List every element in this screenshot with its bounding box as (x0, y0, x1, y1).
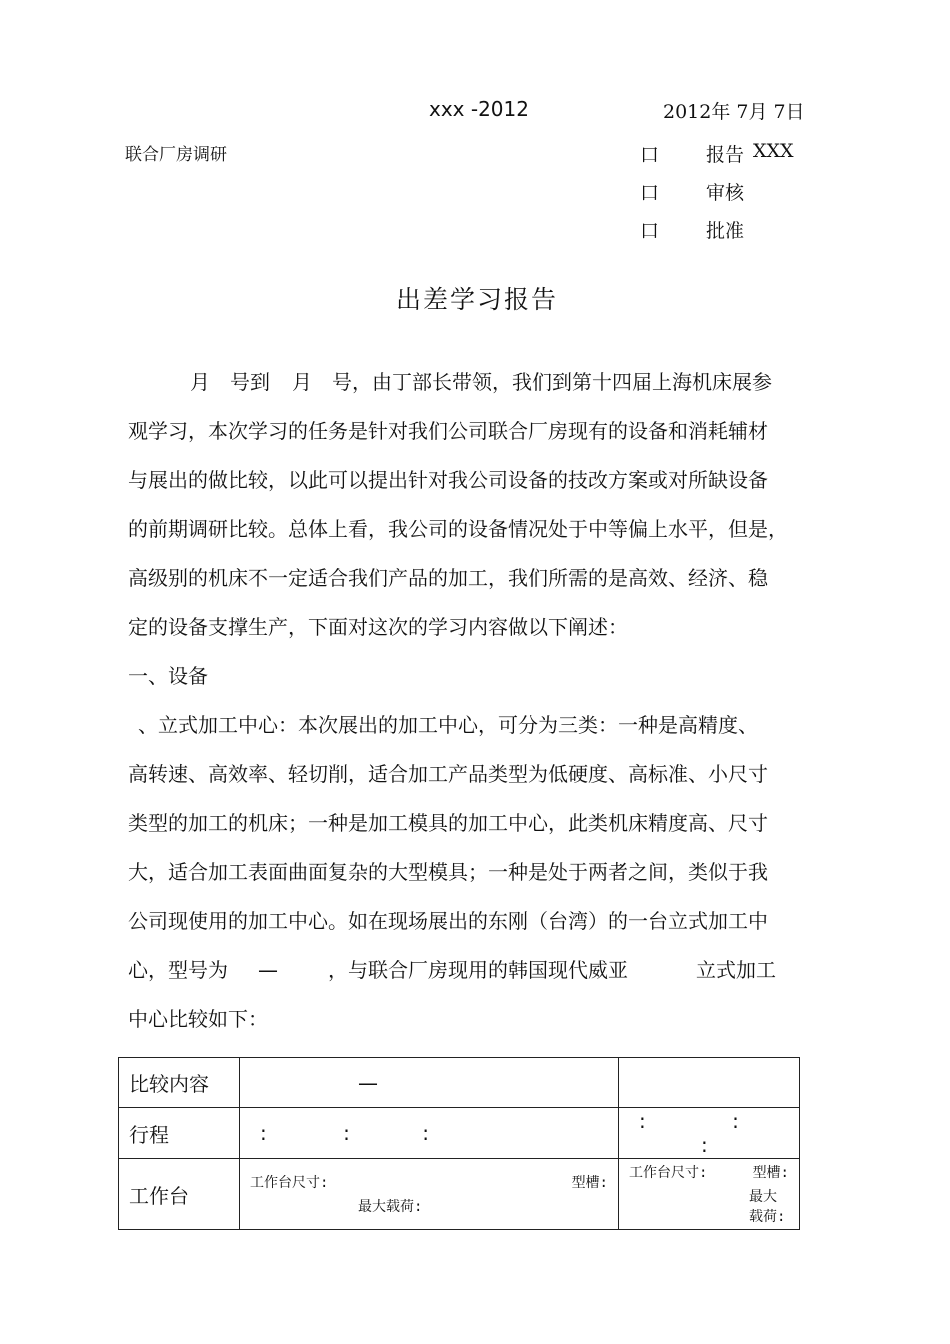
stroke-colon: : (422, 1121, 429, 1145)
body-text: 、立式加工中心：本次展出的加工中心，可分为三类：一种是高精度、 (138, 713, 758, 737)
paragraph-line: 观学习，本次学习的任务是针对我们公司联合厂房现有的设备和消耗辅材 (128, 419, 768, 443)
table-cell (619, 1108, 800, 1159)
checkbox-marker: 口 (640, 220, 660, 242)
table-size-label: 工作台尺寸: (629, 1165, 708, 1181)
header-left-label: 联合厂房调研 (125, 145, 227, 165)
paragraph-line: 公司现使用的加工中心。如在现场展出的东刚（台湾）的一台立式加工中 (128, 909, 768, 933)
checkbox-marker: 口 (640, 182, 660, 204)
month-label: 月 (292, 370, 312, 394)
table-cell-label: 行程 (119, 1108, 240, 1159)
table-cell (240, 1108, 619, 1159)
checkbox-marker: 口 (640, 144, 660, 166)
table-load-label: 最大载荷: (358, 1199, 423, 1215)
paragraph-line: 大，适合加工表面曲面复杂的大型模具；一种是处于两者之间，类似于我 (128, 860, 768, 884)
model-label: 心，型号为 (128, 958, 228, 982)
table-cell: — (240, 1058, 619, 1108)
month-label: 月 (190, 370, 210, 394)
comparison-text: ，与联合厂房现用的韩国现代威亚 (328, 958, 628, 982)
stroke-colon: : (732, 1109, 739, 1133)
intro-text: 号，由丁部长带领，我们到第十四届上海机床展参 (332, 370, 772, 394)
table-cell-label: 比较内容 (119, 1058, 240, 1108)
section-heading: 一、设备 (128, 664, 208, 688)
table-size-label: 工作台尺寸: (250, 1175, 329, 1191)
table-cell (240, 1159, 619, 1230)
paragraph-line: 定的设备支撑生产，下面对这次的学习内容做以下阐述： (128, 615, 628, 639)
paragraph-line: 中心比较如下： (128, 1007, 268, 1031)
paragraph-line: 类型的加工的机床；一种是加工模具的加工中心，此类机床精度高、尺寸 (128, 811, 768, 835)
table-row (119, 1159, 800, 1230)
table-cell-label: 工作台 (119, 1159, 240, 1230)
table-cell (619, 1159, 800, 1230)
stroke-colon: : (701, 1133, 708, 1157)
date-connector: 号到 (230, 370, 270, 394)
document-number: xxx -2012 (429, 97, 529, 121)
table-load-label: 最大载荷: (749, 1189, 786, 1225)
comparison-table (118, 1057, 800, 1230)
paragraph-line (128, 701, 833, 750)
paragraph-line: 高级别的机床不一定适合我们产品的加工，我们所需的是高效、经济、稳 (128, 566, 768, 590)
report-label: 报告 (706, 144, 745, 166)
page-title: 出差学习报告 (396, 285, 559, 314)
paragraph-line: 与展出的做比较，以此可以提出针对我公司设备的技改方案或对所缺设备 (128, 468, 768, 492)
document-date: 2012年 7月 7日 (663, 101, 805, 123)
machine-type: 立式加工 (696, 958, 776, 982)
table-row (119, 1108, 800, 1159)
approve-label: 批准 (706, 220, 745, 242)
intro-paragraph (128, 358, 833, 1044)
paragraph-line: 的前期调研比较。总体上看，我公司的设备情况处于中等偏上水平，但是， (128, 517, 788, 541)
stroke-colon: : (260, 1121, 267, 1145)
table-cell (619, 1058, 800, 1108)
paragraph-line: 高转速、高效率、轻切削，适合加工产品类型为低硬度、高标准、小尺寸 (128, 762, 768, 786)
report-value: XXX (753, 140, 794, 162)
paragraph-line (128, 946, 833, 995)
paragraph-line (128, 358, 833, 407)
stroke-colon: : (639, 1109, 646, 1133)
model-dash: — (258, 958, 278, 982)
stroke-colon: : (343, 1121, 350, 1145)
table-slot-label: 型槽: (752, 1165, 789, 1181)
table-row (119, 1058, 800, 1108)
table-slot-label: 型槽: (571, 1175, 608, 1191)
review-label: 审核 (706, 182, 745, 204)
